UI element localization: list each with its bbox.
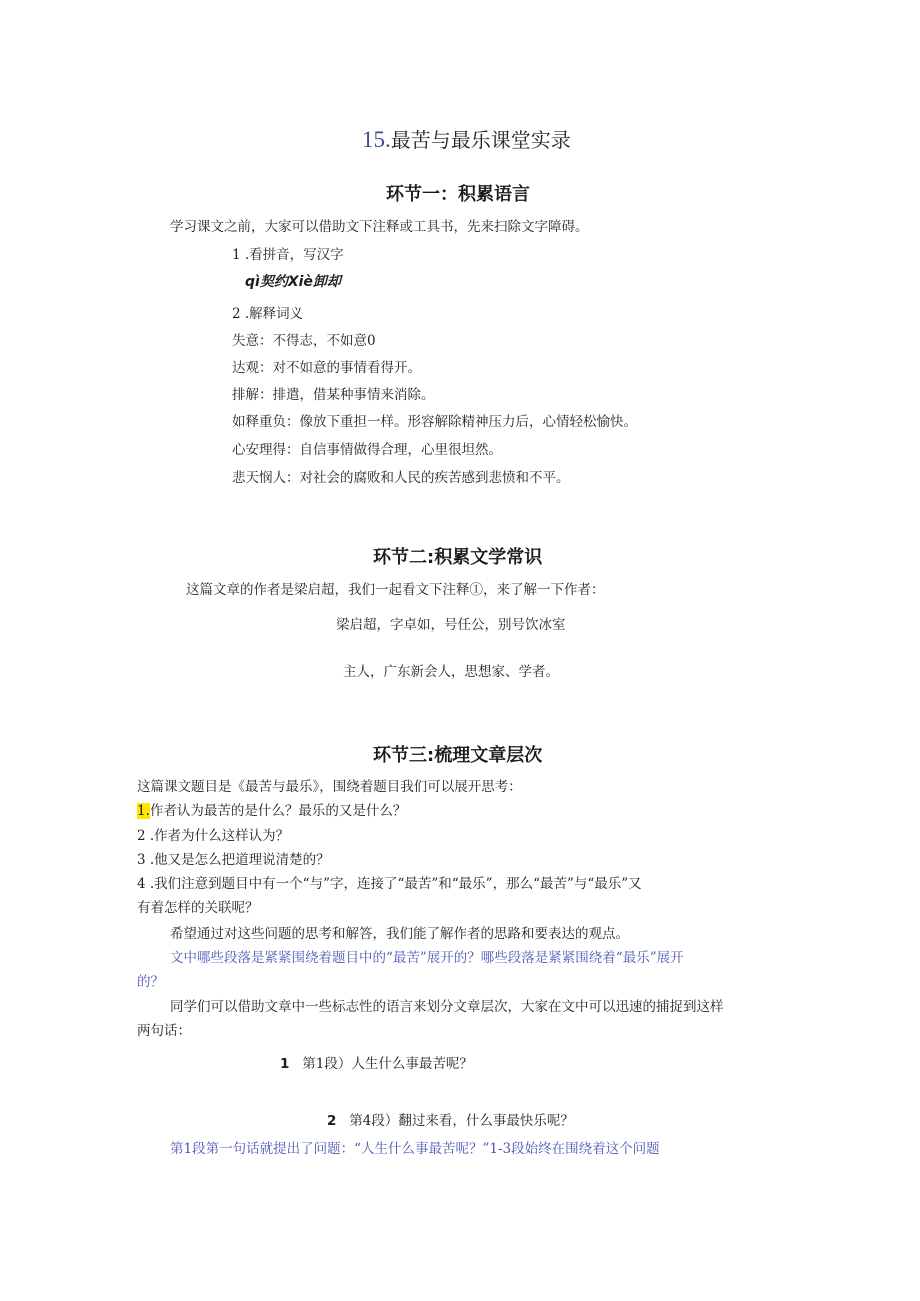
sentence-1-text: 第1段）人生什么事最苦呢？ [302,1056,473,1072]
teacher-question-line-2: 的？ [137,974,164,990]
sentence-2-text: 第4段）翻过来看，什么事最快乐呢？ [349,1113,574,1129]
teacher-question-line-1: 文中哪些段落是紧紧围绕着题目中的“最苦”展开的？哪些段落是紧紧围绕着“最乐”展开 [170,950,684,966]
question-1 [137,803,406,819]
hope-paragraph: 希望通过对这些问题的思考和解答，我们能了解作者的思路和要表达的观点。 [170,926,629,942]
section2-heading: 环节二:积累文学常识 [373,547,543,568]
sentence-1 [280,1056,473,1072]
teacher-note: 第1段第一句话就提出了问题：“人生什么事最苦呢？”1-3段始终在围绕着这个问题 [170,1141,660,1157]
pinyin-line: qì契约Xiè卸却 [245,274,341,290]
sentence-1-number: 1 [280,1056,290,1072]
section1-intro: 学习课文之前，大家可以借助文下注释或工具书，先来扫除文字障碍。 [170,219,589,235]
sentence-2 [327,1113,574,1129]
section1-item2: 2 .解释词义 [232,306,304,322]
author-line-1: 梁启超，字卓如，号任公，别号饮冰室 [336,617,566,633]
section2-intro: 这篇文章的作者是梁启超，我们一起看文下注释①，来了解一下作者： [186,582,605,598]
question-2: 2 .作者为什么这样认为？ [137,828,290,844]
section1-item1: 1 .看拼音，写汉字 [232,247,344,263]
page-title [362,124,571,153]
question-1-number: 1. [137,803,150,819]
section1-heading: 环节一：积累语言 [386,184,530,205]
question-1-text: 作者认为最苦的是什么？最乐的又是什么？ [149,803,407,819]
question-4-line-2: 有着怎样的关联呢？ [137,900,259,916]
definition-6: 悲天悯人：对社会的腐败和人民的疾苦感到悲愤和不平。 [232,470,570,486]
title-number: 15. [362,127,391,152]
definition-3: 排解：排遣，借某种事情来消除。 [232,387,435,403]
section3-heading: 环节三:梳理文章层次 [373,745,543,766]
author-line-2: 主人，广东新会人，思想家、学者。 [343,664,559,680]
title-text: 最苦与最乐课堂实录 [390,128,571,152]
definition-1: 失意：不得志，不如意0 [232,333,376,349]
definition-2: 达观：对不如意的事情看得开。 [232,360,421,376]
paragraph-line-2: 两句话： [137,1023,191,1039]
sentence-2-number: 2 [327,1113,337,1129]
paragraph-line-1: 同学们可以借助文章中一些标志性的语言来划分文章层次，大家在文中可以迅速的捕捉到这样 [170,999,724,1015]
section3-intro: 这篇课文题目是《最苦与最乐》，围绕着题目我们可以展开思考： [137,779,522,795]
question-4-line-1: 4 .我们注意到题目中有一个“与”字，连接了“最苦”和“最乐”，那么“最苦”与“最乐”又 [137,876,642,892]
definition-4: 如释重负：像放下重担一样。形容解除精神压力后，心情轻松愉快。 [232,414,637,430]
definition-5: 心安理得：自信事情做得合理，心里很坦然。 [232,442,502,458]
question-3: 3 .他又是怎么把道理说清楚的？ [137,852,330,868]
